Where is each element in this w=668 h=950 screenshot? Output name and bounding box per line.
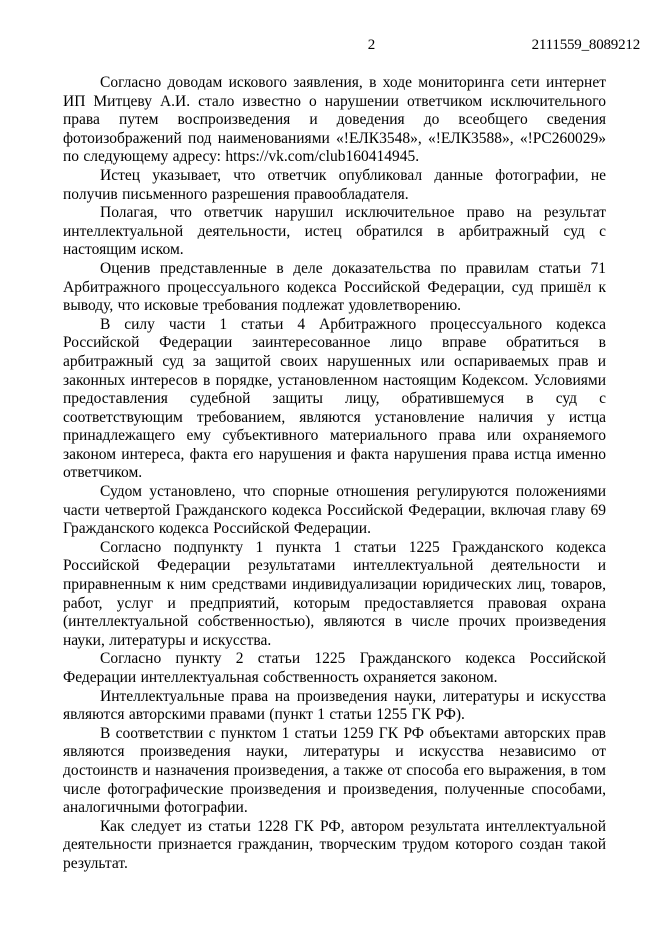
paragraph-gk-article1255: Интеллектуальные права на произведения науки, литературы и искусства являются авторскими правами (пункт 1 статьи 1255 ГК РФ).: [63, 687, 606, 724]
paragraph-plaintiff-statement: Истец указывает, что ответчик опубликовал данные фотографии, не получив письменного разрешения правообладателя.: [63, 166, 606, 203]
paragraph-gk-article1228: Как следует из статьи 1228 ГК РФ, автором результата интеллектуальной деятельности признается гражданин, творческим трудом которого создан такой результат.: [63, 817, 606, 872]
paragraph-gk-article1259: В соответствии с пунктом 1 статьи 1259 ГК РФ объектами авторских прав являются произведения науки, литературы и искусства независимо от достоинств и назначения произведения, а также от способа его выражения, в том числе фотографические произведения и произведения, полученные способами, аналогичными фотографии.: [63, 724, 606, 817]
paragraph-gk-article1225-p2: Согласно пункту 2 статьи 1225 Гражданского кодекса Российской Федерации интеллектуальная собственность охраняется законом.: [63, 650, 606, 686]
page-number: 2: [367, 37, 376, 53]
document-id: 2111559_8089212: [531, 37, 640, 53]
paragraph-gk-article1225-p1: Согласно подпункту 1 пункта 1 статьи 1225 Гражданского кодекса Российской Федерации результатами интеллектуальной деятельности и приравненным к ним средствами индивидуализации юридических лиц, товаров, работ, услуг и предприятий, которым предоставляется правовая охрана (интеллектуальной собственностью), являются в числе прочих произведения науки, литературы и искусства.: [63, 538, 606, 649]
paragraph-claim-monitoring: Согласно доводам искового заявления, в ходе мониторинга сети интернет ИП Митцеву А.И. стало известно о нарушении ответчиком исключительного права путем воспроизведения и доведения до всеобщего сведения фотоизображений под наименованиями «!ЕЛК3548», «!ЕЛК3588», «!PC260029» по следующему адресу: https://vk.com/club160414945.: [63, 74, 606, 166]
paragraph-apc-article4: В силу части 1 статьи 4 Арбитражного процессуального кодекса Российской Федерации заинтересованное лицо вправе обратиться в арбитражный суд за защитой своих нарушенных или оспариваемых прав и законных интересов в порядке, установленном настоящим Кодексом. Условиями предоставления судебной защиты лицу, обратившемуся в суд с соответствующим требованием, являются установление наличия у истца принадлежащего ему субъективного материального права или охраняемого законом интереса, факта его нарушения и факта нарушения права истца именно ответчиком.: [63, 315, 606, 482]
paragraph-court-established: Судом установлено, что спорные отношения регулируются положениями части четвертой Гражданского кодекса Российской Федерации, включая главу 69 Гражданского кодекса Российской Федерации.: [63, 483, 606, 538]
paragraph-lawsuit-filing: Полагая, что ответчик нарушил исключительное право на результат интеллектуальной деятельности, истец обратился в арбитражный суд с настоящим иском.: [63, 204, 606, 259]
page-header: [63, 36, 640, 56]
paragraph-court-conclusion: Оценив представленные в деле доказательства по правилам статьи 71 Арбитражного процессуального кодекса Российской Федерации, суд пришёл к выводу, что исковые требования подлежат удовлетворению.: [63, 259, 606, 315]
document-body: [63, 74, 606, 874]
